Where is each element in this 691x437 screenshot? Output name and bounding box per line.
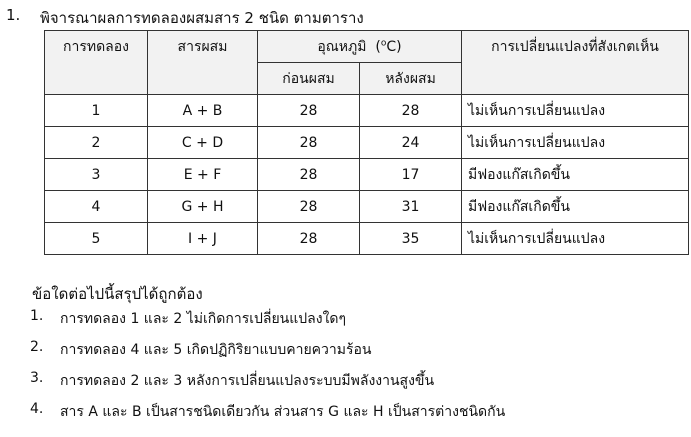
option-text: การทดลอง 2 และ 3 หลังการเปลี่ยนแปลงระบบมีพลังงานสูงขึ้น xyxy=(60,373,435,389)
option-number: 2. xyxy=(30,339,44,355)
answer-option[interactable] xyxy=(30,370,505,401)
cell-before: 28 xyxy=(258,223,360,255)
header-after: หลังผสม xyxy=(360,63,462,95)
table-row xyxy=(45,127,689,159)
cell-after: 28 xyxy=(360,95,462,127)
header-experiment: การทดลอง xyxy=(45,31,148,95)
answer-option[interactable] xyxy=(30,308,505,339)
answer-option[interactable] xyxy=(30,401,505,432)
cell-before: 28 xyxy=(258,191,360,223)
header-observation: การเปลี่ยนแปลงที่สังเกตเห็น xyxy=(462,31,689,95)
option-number: 3. xyxy=(30,370,44,386)
option-number: 4. xyxy=(30,401,44,417)
header-before: ก่อนผสม xyxy=(258,63,360,95)
header-mixture: สารผสม xyxy=(148,31,258,95)
table-row xyxy=(45,191,689,223)
question-number: 1. xyxy=(6,6,21,24)
cell-after: 17 xyxy=(360,159,462,191)
cell-mixture: G + H xyxy=(148,191,258,223)
option-number: 1. xyxy=(30,308,44,324)
cell-experiment: 5 xyxy=(45,223,148,255)
cell-mixture: E + F xyxy=(148,159,258,191)
experiment-table xyxy=(44,30,689,255)
cell-observation: มีฟองแก๊สเกิดขึ้น xyxy=(462,191,689,223)
header-temperature-label: อุณหภูมิ xyxy=(317,38,367,55)
cell-before: 28 xyxy=(258,127,360,159)
cell-mixture: A + B xyxy=(148,95,258,127)
cell-experiment: 1 xyxy=(45,95,148,127)
option-text: การทดลอง 1 และ 2 ไม่เกิดการเปลี่ยนแปลงใดๆ xyxy=(60,311,347,327)
cell-after: 31 xyxy=(360,191,462,223)
cell-before: 28 xyxy=(258,95,360,127)
question-title: พิจารณาผลการทดลองผสมสาร 2 ชนิด ตามตาราง xyxy=(40,9,364,27)
header-temperature xyxy=(258,31,462,63)
cell-observation: มีฟองแก๊สเกิดขึ้น xyxy=(462,159,689,191)
table-row xyxy=(45,95,689,127)
header-temperature-unit: ($^o$C) xyxy=(375,37,402,55)
cell-after: 24 xyxy=(360,127,462,159)
cell-experiment: 3 xyxy=(45,159,148,191)
cell-experiment: 2 xyxy=(45,127,148,159)
option-text: สาร A และ B เป็นสารชนิดเดียวกัน ส่วนสาร G และ H เป็นสารต่างชนิดกัน xyxy=(60,404,506,420)
table-row xyxy=(45,159,689,191)
cell-observation: ไม่เห็นการเปลี่ยนแปลง xyxy=(462,223,689,255)
answer-options xyxy=(30,308,505,432)
question-prompt: ข้อใดต่อไปนี้สรุปได้ถูกต้อง xyxy=(32,285,203,303)
cell-after: 35 xyxy=(360,223,462,255)
option-text: การทดลอง 4 และ 5 เกิดปฏิกิริยาแบบคายความร้อน xyxy=(60,342,372,358)
cell-mixture: I + J xyxy=(148,223,258,255)
cell-experiment: 4 xyxy=(45,191,148,223)
cell-observation: ไม่เห็นการเปลี่ยนแปลง xyxy=(462,95,689,127)
answer-option[interactable] xyxy=(30,339,505,370)
cell-observation: ไม่เห็นการเปลี่ยนแปลง xyxy=(462,127,689,159)
cell-mixture: C + D xyxy=(148,127,258,159)
cell-before: 28 xyxy=(258,159,360,191)
table-row xyxy=(45,223,689,255)
